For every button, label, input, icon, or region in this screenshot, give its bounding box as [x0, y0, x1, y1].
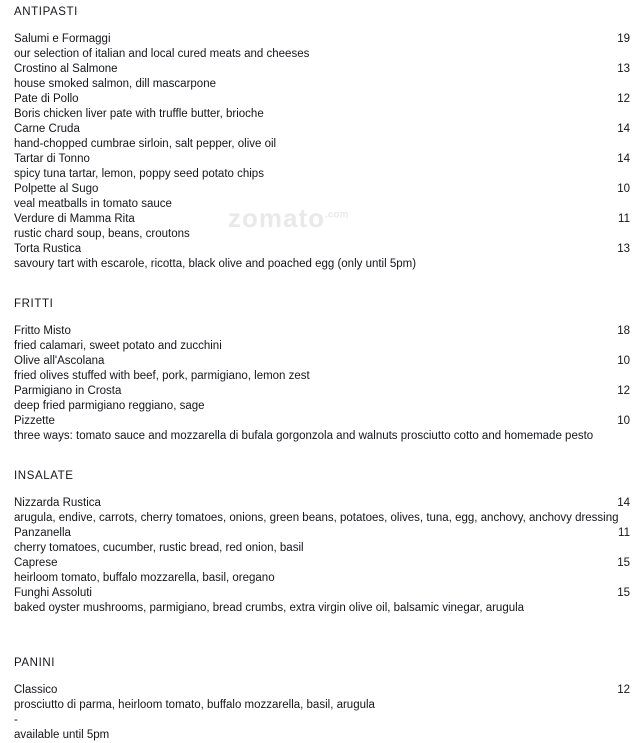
item-name: Fritto Misto	[14, 325, 71, 337]
item-price: 13	[617, 63, 630, 75]
item-description: Boris chicken liver pate with truffle butter, brioche	[14, 108, 264, 120]
item-description: spicy tuna tartar, lemon, poppy seed potato chips	[14, 168, 264, 180]
menu-item	[14, 182, 630, 212]
item-price: 18	[617, 325, 630, 337]
menu-section-fritti	[14, 298, 630, 444]
menu-item	[14, 556, 630, 586]
item-name: Tartar di Tonno	[14, 153, 90, 165]
item-name: Funghi Assoluti	[14, 587, 92, 599]
item-price: 19	[617, 33, 630, 45]
item-price: 11	[618, 213, 630, 225]
menu-item	[14, 713, 630, 743]
item-description: fried olives stuffed with beef, pork, parmigiano, lemon zest	[14, 370, 310, 382]
item-description: house smoked salmon, dill mascarpone	[14, 78, 216, 90]
item-name: Crostino al Salmone	[14, 63, 118, 75]
item-description: deep fried parmigiano reggiano, sage	[14, 400, 205, 412]
menu-item	[14, 92, 630, 122]
item-price: 10	[617, 355, 630, 367]
item-description: prosciutto di parma, heirloom tomato, buffalo mozzarella, basil, arugula	[14, 699, 375, 711]
item-name: Panzanella	[14, 527, 71, 539]
menu-item	[14, 32, 630, 62]
item-price: 10	[617, 415, 630, 427]
item-name: Classico	[14, 684, 58, 696]
item-name: Nizzarda Rustica	[14, 497, 101, 509]
item-description: hand-chopped cumbrae sirloin, salt pepper, olive oil	[14, 138, 277, 150]
item-price: 12	[617, 684, 630, 696]
menu-item	[14, 324, 630, 354]
section-spacer	[14, 272, 630, 298]
menu-item	[14, 354, 630, 384]
menu-section-insalate	[14, 470, 630, 616]
section-title: INSALATE	[14, 470, 74, 482]
item-description: cherry tomatoes, cucumber, rustic bread, red onion, basil	[14, 542, 304, 554]
watermark-suffix: .com	[325, 209, 349, 221]
item-price: 15	[617, 587, 630, 599]
item-name: Salumi e Formaggi	[14, 33, 111, 45]
item-description: three ways: tomato sauce and mozzarella di bufala gorgonzola and walnuts prosciutto cotto and homemade pesto	[14, 430, 594, 442]
section-title: ANTIPASTI	[14, 6, 78, 18]
menu-item	[14, 496, 630, 526]
item-description: rustic chard soup, beans, croutons	[14, 228, 190, 240]
item-price: 15	[617, 557, 630, 569]
menu-item	[14, 62, 630, 92]
menu-item	[14, 152, 630, 182]
menu-item	[14, 586, 630, 616]
menu-section-antipasti	[14, 6, 630, 272]
menu-item	[14, 683, 630, 713]
item-name: Verdure di Mamma Rita	[14, 213, 135, 225]
item-price: 14	[617, 123, 630, 135]
item-description: our selection of italian and local cured meats and cheeses	[14, 48, 310, 60]
menu-item	[14, 384, 630, 414]
item-price: 14	[617, 497, 630, 509]
menu-item	[14, 526, 630, 556]
menu-item	[14, 242, 630, 272]
section-spacer	[14, 642, 630, 657]
item-description: savoury tart with escarole, ricotta, black olive and poached egg (only until 5pm)	[14, 258, 417, 270]
item-description: heirloom tomato, buffalo mozzarella, basil, oregano	[14, 572, 275, 584]
item-name: Pizzette	[14, 415, 55, 427]
section-title: FRITTI	[14, 298, 54, 310]
menu-section-panini	[14, 657, 630, 743]
item-name: Pate di Pollo	[14, 93, 79, 105]
item-name: Carne Cruda	[14, 123, 80, 135]
item-name: Olive all'Ascolana	[14, 355, 105, 367]
item-name: -	[14, 714, 18, 726]
item-description: baked oyster mushrooms, parmigiano, bread crumbs, extra virgin olive oil, balsamic vinegar, arugula	[14, 602, 525, 614]
item-name: Torta Rustica	[14, 243, 82, 255]
item-description: arugula, endive, carrots, cherry tomatoes, onions, green beans, potatoes, olives, tuna, egg, anchovy, anchovy dressing	[14, 512, 619, 524]
item-price: 14	[617, 153, 630, 165]
item-price: 12	[617, 385, 630, 397]
item-name: Caprese	[14, 557, 58, 569]
menu-item	[14, 122, 630, 152]
section-title: PANINI	[14, 657, 56, 669]
menu-item	[14, 212, 630, 242]
item-name: Polpette al Sugo	[14, 183, 99, 195]
section-spacer	[14, 444, 630, 470]
item-description: veal meatballs in tomato sauce	[14, 198, 172, 210]
item-price: 12	[617, 93, 630, 105]
item-price: 13	[617, 243, 630, 255]
item-name: Parmigiano in Crosta	[14, 385, 122, 397]
item-description: fried calamari, sweet potato and zucchini	[14, 340, 222, 352]
section-spacer	[14, 616, 630, 642]
menu-item	[14, 414, 630, 444]
availability-note: available until 5pm	[14, 729, 110, 741]
item-price: 10	[617, 183, 630, 195]
item-price: 11	[618, 527, 630, 539]
watermark-text: zomato	[228, 203, 325, 233]
